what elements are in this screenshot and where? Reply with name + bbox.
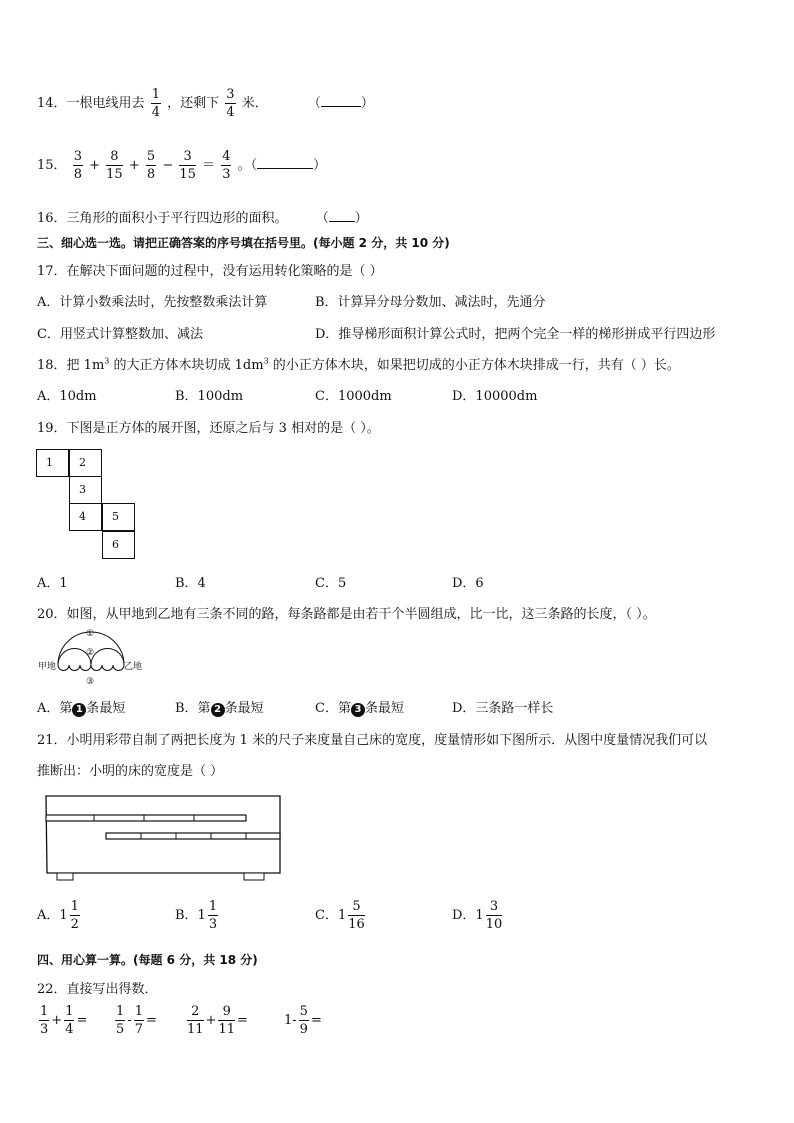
expression-3: $\frac{2}{11}$ + $\frac{9}{11}$ =: [187, 1004, 248, 1037]
option-c[interactable]: C．5: [315, 576, 347, 591]
fraction: $\frac{5}{16}$: [348, 899, 365, 932]
circled-number: 1: [72, 703, 86, 717]
fraction: $\frac{4}{3}$: [222, 149, 231, 182]
fraction: $\frac{3}{15}$: [179, 149, 196, 182]
net-cell: 5: [102, 503, 135, 531]
net-cell: 4: [69, 503, 102, 531]
question-19-stem: 19．下图是正方体的展开图，还原之后与 3 相对的是（ ）。: [37, 421, 380, 436]
fraction: $\frac{1}{4}$: [65, 1004, 74, 1037]
option-c[interactable]: C．1000dm: [315, 389, 392, 404]
option-b[interactable]: B．1 $\frac{1}{3}$: [175, 899, 218, 932]
path-1-label: ①: [86, 629, 95, 639]
fraction: $\frac{3}{4}$: [226, 87, 235, 120]
end-label: 乙地: [124, 662, 143, 672]
semicircle-paths-diagram: [36, 625, 148, 687]
option-a[interactable]: A．10dm: [37, 389, 97, 404]
question-20-stem: 20．如图，从甲地到乙地有三条不同的路，每条路都是由若干个半圆组成，比一比，这三条路的长度，（ ）。: [37, 607, 656, 622]
fraction: $\frac{1}{5}$: [116, 1004, 125, 1037]
option-d[interactable]: D．三条路一样长: [452, 701, 554, 716]
option-d[interactable]: D．6: [452, 576, 484, 591]
option-a[interactable]: A．计算小数乘法时，先按整数乘法计算: [37, 295, 268, 310]
fraction: $\frac{1}{3}$: [40, 1004, 49, 1037]
fraction: $\frac{3}{10}$: [485, 899, 503, 932]
option-b[interactable]: B．计算异分母分数加、减法时，先通分: [315, 295, 546, 310]
fraction: $\frac{3}{8}$: [73, 149, 82, 182]
fraction: $\frac{1}{3}$: [208, 899, 218, 932]
option-c[interactable]: C．用竖式计算整数加、减法: [37, 327, 203, 342]
option-d[interactable]: D．推导梯形面积计算公式时，把两个完全一样的梯形拼成平行四边形: [315, 327, 716, 342]
fraction: $\frac{1}{4}$: [151, 87, 160, 120]
fraction: $\frac{1}{2}$: [70, 899, 79, 932]
bed-measurement-diagram: [44, 793, 284, 883]
answer-blank[interactable]: [321, 106, 361, 107]
expression-2: $\frac{1}{5}$ - $\frac{1}{7}$ =: [116, 1004, 157, 1037]
expression-1: $\frac{1}{3}$ + $\frac{1}{4}$ =: [40, 1004, 88, 1037]
option-a[interactable]: A．1: [37, 576, 68, 591]
net-cell: 2: [69, 449, 102, 477]
net-cell: 6: [102, 531, 135, 559]
question-15: 15． $\frac{3}{8}$ + $\frac{8}{15}$ + $\frac{5}{8}$ − $\frac{3}{15}$ ＝ $\frac{4}{3}$ 。（ ）: [37, 149, 327, 182]
section-4-title: 四、用心算一算。(每题 6 分，共 18 分): [37, 953, 258, 967]
option-c[interactable]: C．第 3 条最短: [315, 701, 404, 716]
net-cell: 3: [69, 476, 102, 504]
option-d[interactable]: D．10000dm: [452, 389, 538, 404]
path-3-label: ③: [86, 677, 95, 687]
question-21-stem-2: 推断出：小明的床的宽度是（ ）: [37, 764, 224, 779]
fraction: $\frac{2}{11}$: [187, 1004, 204, 1037]
option-a[interactable]: A．第 1 条最短: [37, 701, 126, 716]
question-18-stem: 18．把 $1m^3$ 的大正方体木块切成 $1dm^3$ 的小正方体木块，如果把切成的小正方体木块排成一行，共有（ ）长。: [37, 356, 680, 373]
fraction: $\frac{9}{11}$: [218, 1004, 235, 1037]
question-21-stem-1: 21．小明用彩带自制了两把长度为 1 米的尺子来度量自己床的宽度，度量情形如下图所示．从图中度量情况我们可以: [37, 733, 708, 748]
fraction: $\frac{8}{15}$: [106, 149, 123, 182]
question-22-stem: 22．直接写出得数．: [37, 982, 158, 997]
option-b[interactable]: B．第 2 条最短: [175, 701, 264, 716]
circled-number: 2: [211, 703, 225, 717]
circled-number: 3: [351, 703, 365, 717]
path-2-label: ②: [86, 648, 95, 658]
option-c[interactable]: C．1 $\frac{5}{16}$: [315, 899, 365, 932]
question-16: 16．三角形的面积小于平行四边形的面积。 （ ）: [37, 211, 368, 226]
start-label: 甲地: [38, 662, 57, 672]
option-d[interactable]: D．1 $\frac{3}{10}$: [452, 899, 503, 932]
answer-blank[interactable]: [257, 168, 313, 169]
question-14: 14．一根电线用去 $\frac{1}{4}$ ，还剩下 $\frac{3}{4}$ 米． （ ）: [37, 87, 374, 120]
fraction: $\frac{5}{9}$: [299, 1004, 308, 1037]
expression-4: 1- $\frac{5}{9}$ =: [284, 1004, 322, 1037]
question-17-stem: 17．在解决下面问题的过程中，没有运用转化策略的是（ ）: [37, 264, 383, 279]
fraction: $\frac{1}{7}$: [134, 1004, 143, 1037]
section-3-title: 三、细心选一选。请把正确答案的序号填在括号里。(每小题 2 分，共 10 分): [37, 236, 450, 250]
option-b[interactable]: B．100dm: [175, 389, 244, 404]
option-b[interactable]: B．4: [175, 576, 206, 591]
fraction: $\frac{5}{8}$: [146, 149, 156, 182]
net-cell: 1: [36, 449, 69, 477]
option-a[interactable]: A．1 $\frac{1}{2}$: [37, 899, 79, 932]
answer-blank[interactable]: [329, 221, 355, 222]
q14-text: 14．一根电线用去: [37, 96, 145, 111]
